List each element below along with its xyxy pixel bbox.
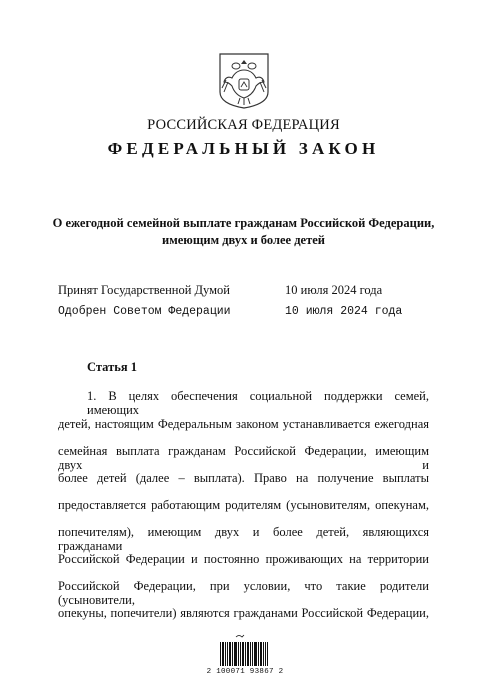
article-paragraph-line: семейная выплата гражданам Российской Федерации, имеющим двух и [58,444,429,472]
article-heading: Статья 1 [87,360,137,374]
approved-by-council-label: Одобрен Советом Федерации [58,305,231,318]
adopted-by-duma-label: Принят Государственной Думой [58,283,230,297]
law-subtitle [40,215,447,249]
article-paragraph-line: Российской Федерации, при условии, что такие родители (усыновители, [58,579,429,607]
article-paragraph-line: более детей (далее – выплата). Право на получение выплаты [58,471,429,485]
article-paragraph-line: опекуны, попечители) являются гражданами Российской Федерации, [58,606,429,620]
law-subtitle-line: О ежегодной семейной выплате гражданам Российской Федерации, [52,216,435,230]
barcode-icon [218,634,270,684]
article-paragraph-line: попечителям), имеющим двух и более детей, являющихся гражданами [58,525,429,553]
article-paragraph-line: 1. В целях обеспечения социальной поддержки семей, имеющих [87,389,429,417]
article-paragraph-line: детей, настоящим Федеральным законом устанавливается ежегодная [58,417,429,431]
law-type-title: ФЕДЕРАЛЬНЫЙ ЗАКОН [107,139,380,158]
country-name: РОССИЙСКАЯ ФЕДЕРАЦИЯ [147,117,340,133]
barcode-number: 2 100071 93867 2 [206,668,284,676]
article-paragraph-line: Российской Федерации и постоянно проживающих на территории [58,552,429,566]
state-emblem-icon [218,52,270,110]
adopted-by-duma-date: 10 июля 2024 года [285,283,383,297]
approved-by-council-date: 10 июля 2024 года [285,305,403,318]
article-paragraph-line: предоставляется работающим родителям (усыновителям, опекунам, [58,498,429,512]
law-subtitle-line: имеющим двух и более детей [162,233,325,247]
